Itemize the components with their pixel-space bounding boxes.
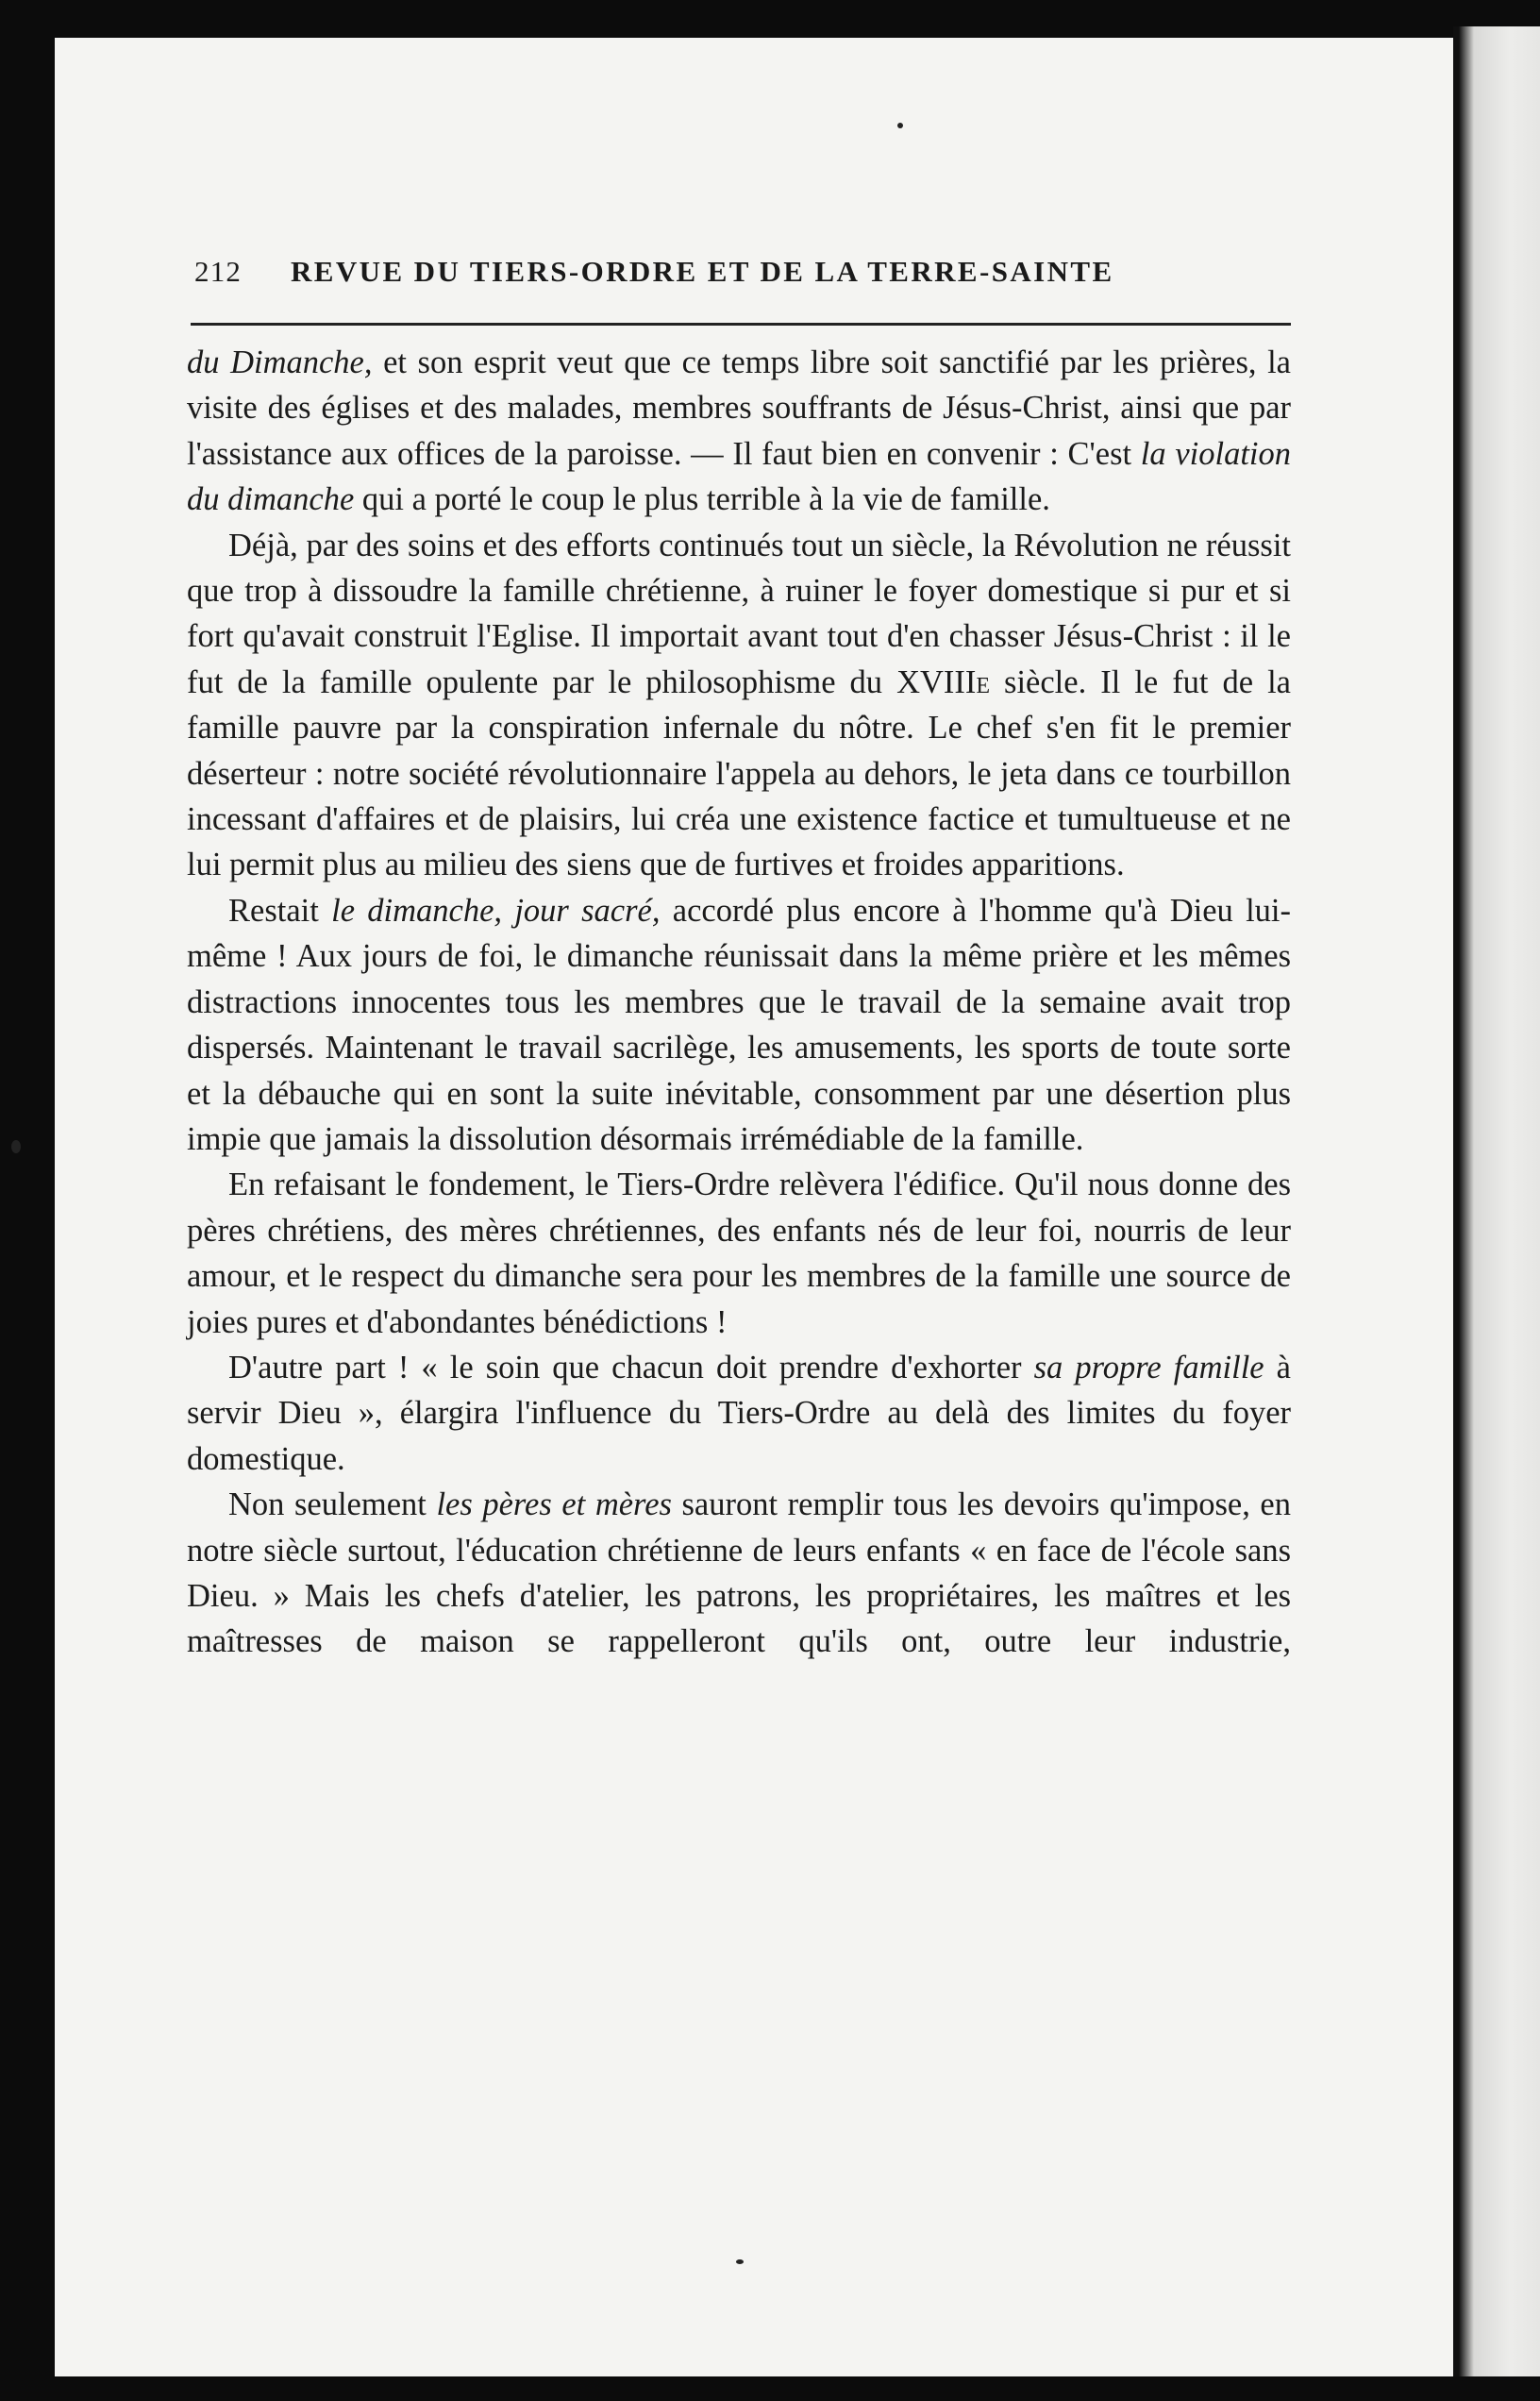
scan-speck: [897, 123, 903, 128]
emphasis: les pères et mères: [436, 1486, 672, 1523]
paragraph-6: Non seulement les pères et mères sauront remplir tous les devoirs qu'impose, en notre siècle surtout, l'éducation chrétienne de leurs enfants « en face de l'école sans Dieu. » Mais les chefs d'atelier, les patrons, les propriétaires, les maîtres et les maîtresses de maison se rappelleront qu'ils ont, outre leur industrie,: [187, 1486, 1291, 1660]
emphasis: du Dimanche,: [187, 344, 373, 380]
paragraph-5: D'autre part ! « le soin que chacun doit prendre d'exhorter sa propre famille à servir Dieu », élargira l'influence du Tiers-Ordre au delà des limites du foyer domestique.: [187, 1349, 1291, 1477]
paragraph-3: Restait le dimanche, jour sacré, accordé plus encore à l'homme qu'à Dieu lui-même ! Aux jours de foi, le dimanche réunissait dans la même prière et les mêmes distractions innocentes tous les membres que le travail de la semaine avait trop dispersés. Maintenant le travail sacrilège, les amusements, les sports de toute sorte et la débauche qui en sont la suite inévitable, consomment par une désertion plus impie que jamais la dissolution désormais irrémédiable de la famille.: [187, 892, 1291, 1157]
paragraph-1: du Dimanche, et son esprit veut que ce temps libre soit sanctifié par les prières, la visite des églises et des malades, membres souffrants de Jésus-Christ, ainsi que par l'assistance aux offices de la paroisse. — Il faut bien en convenir : C'est la violation du dimanche qui a porté le coup le plus terrible à la vie de famille.: [187, 344, 1291, 518]
header-rule: [191, 323, 1291, 326]
scan-speck: [11, 1140, 21, 1153]
century-numeral: XVIIIe: [896, 663, 991, 700]
running-head: [194, 255, 1289, 296]
facing-page-edge: [1453, 26, 1540, 2376]
emphasis: sa propre famille: [1033, 1349, 1264, 1385]
paragraph-2: Déjà, par des soins et des efforts continués tout un siècle, la Révolution ne réussit que trop à dissoudre la famille chrétienne, à ruiner le foyer domestique si pur et si fort qu'avait construit l'Eglise. Il importait avant tout d'en chasser Jésus-Christ : il le fut de la famille opulente par le philosophisme du XVIIIe siècle. Il le fut de la famille pauvre par la conspiration infernale du nôtre. Le chef s'en fit le premier déserteur : notre société révolutionnaire l'appela au dehors, le jeta dans ce tourbillon incessant d'affaires et de plaisirs, lui créa une existence factice et tumultueuse et ne lui permit plus au milieu des siens que de furtives et froides apparitions.: [187, 527, 1291, 883]
page-number: 212: [194, 255, 243, 288]
emphasis: le dimanche, jour sacré,: [331, 892, 661, 929]
spine-shadow: [1451, 38, 1453, 2376]
body-text: [187, 340, 1291, 1665]
paragraph-4: En refaisant le fondement, le Tiers-Ordre relèvera l'édifice. Qu'il nous donne des pères chrétiens, des mères chrétiennes, des enfants nés de leur foi, nourris de leur amour, et le respect du dimanche sera pour les membres de la famille une source de joies pures et d'abondantes bénédictions !: [187, 1167, 1291, 1340]
scan-speck: [736, 2259, 744, 2264]
running-title: REVUE DU TIERS-ORDRE ET DE LA TERRE-SAINTE: [291, 255, 1114, 288]
emphasis: la violation du dimanche: [187, 435, 1291, 518]
